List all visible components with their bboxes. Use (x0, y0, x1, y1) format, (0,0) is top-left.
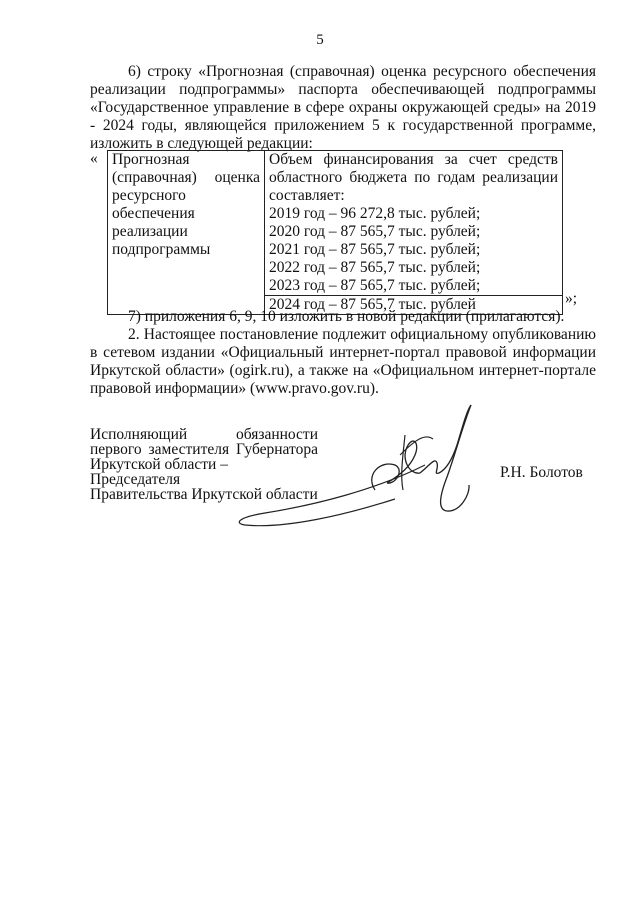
label-line: Прогнозная (112, 151, 190, 168)
label-line: ресурсного (112, 187, 186, 204)
table-cell-label (108, 151, 265, 315)
paragraph-2: 2. Настоящее постановление подлежит официальному опубликованию в сетевом издании «Официальный интернет-портал правовой информации Иркутской области» (ogirk.ru), а также на «Официальном интернет-портале правовой информации» (www.pravo.gov.ru). (90, 326, 596, 397)
signatory-word: Губернатора (236, 441, 318, 458)
signatory-line: Иркутской области – Председателя (90, 456, 228, 488)
funding-year-line: 2023 год – 87 565,7 тыс. рублей; (269, 277, 481, 294)
label-line: подпрограммы (112, 241, 211, 258)
signatory-word: Исполняющий (90, 426, 188, 443)
quote-close: »; (565, 290, 578, 307)
funding-year-line: 2022 год – 87 565,7 тыс. рублей; (269, 259, 481, 276)
funding-table (107, 150, 563, 315)
signatory-line: Правительства Иркутской области (90, 486, 318, 503)
paragraph-6: 6) строку «Прогнозная (справочная) оценка ресурсного обеспечения реализации подпрограммы» паспорта обеспечивающей подпрограммы «Государственное управление в сфере охраны окружающей среды» на 2019 - 2024 годы, являющейся приложением 5 к государственной программе, изложить в следующей редакции: (90, 63, 596, 152)
signatory-word: обязанности (235, 426, 318, 443)
funding-year-line: 2019 год – 96 272,8 тыс. рублей; (269, 205, 481, 222)
label-line: реализации (112, 223, 188, 240)
quote-open: « (90, 150, 98, 167)
funding-year-line: 2020 год – 87 565,7 тыс. рублей; (269, 223, 481, 240)
funding-year-line: 2021 год – 87 565,7 тыс. рублей; (269, 241, 481, 258)
funding-heading: Объем финансирования за счет средств областного бюджета по годам реализации составляет: (269, 151, 558, 204)
table-row (108, 151, 563, 315)
signatory-name: Р.Н. Болотов (500, 464, 583, 481)
funding-year-line: 2024 год – 87 565,7 тыс. рублей (265, 295, 562, 314)
label-word: оценка (214, 169, 260, 186)
signatory-word: заместителя (148, 441, 230, 458)
label-word: (справочная) (112, 169, 197, 186)
signatory-word: первого (90, 441, 142, 458)
handwritten-signature (225, 395, 485, 545)
page-number: 5 (316, 32, 324, 48)
paragraph-7: 7) приложения 6, 9, 10 изложить в новой редакции (прилагаются). (128, 308, 565, 325)
label-line (112, 169, 260, 187)
table-cell-funding (265, 151, 563, 315)
label-line: обеспечения (112, 205, 195, 222)
